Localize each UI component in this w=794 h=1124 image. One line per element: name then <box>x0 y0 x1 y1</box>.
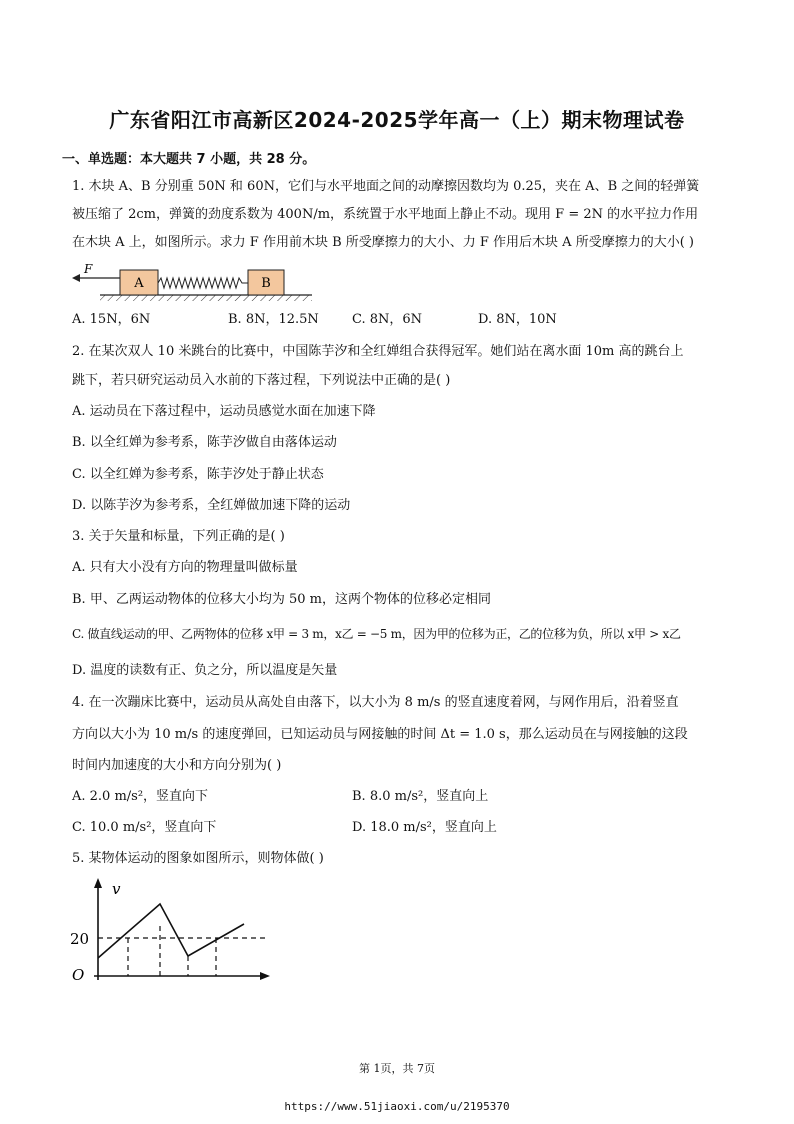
q3-option-a: A. 只有大小没有方向的物理量叫做标量 <box>72 560 298 575</box>
q3-line-1: 3. 关于矢量和标量，下列正确的是( ) <box>72 529 285 544</box>
tick-20-label: 20 <box>70 930 90 948</box>
q2-option-a: A. 运动员在下落过程中，运动员感觉水面在加速下降 <box>72 404 376 419</box>
ground-hatch <box>100 295 312 301</box>
q2-line-1: 2. 在某次双人 10 米跳台的比赛中，中国陈芋汐和全红婵组合获得冠军。她们站在离水面 10m 高的跳台上 <box>72 344 684 359</box>
q1-option-b: B. 8N，12.5N <box>228 312 319 327</box>
q1-option-d: D. 8N，10N <box>478 312 557 327</box>
page-number: 第 1页，共 7页 <box>359 1062 435 1075</box>
q4-line-3: 时间内加速度的大小和方向分别为( ) <box>72 758 282 773</box>
q4-option-c: C. 10.0 m/s²，竖直向下 <box>72 820 217 835</box>
q4-line-1: 4. 在一次蹦床比赛中，运动员从高处自由落下，以大小为 8 m/s 的竖直速度着网，与网作用后，沿着竖直 <box>72 695 679 710</box>
section-heading: 一、单选题：本大题共 7 小题，共 28 分。 <box>62 152 316 167</box>
v-axis-arrowhead <box>94 878 102 888</box>
q1-option-c: C. 8N，6N <box>352 312 423 327</box>
q4-option-d: D. 18.0 m/s²，竖直向上 <box>352 820 497 835</box>
force-arrowhead <box>72 274 80 282</box>
q1-line-3: 在木块 A 上，如图所示。求力 F 作用前木块 B 所受摩擦力的大小、力 F 作用后木块 A 所受摩擦力的大小( ) <box>72 235 694 250</box>
q2-option-c: C. 以全红婵为参考系，陈芋汐处于静止状态 <box>72 467 324 482</box>
page-title: 广东省阳江市高新区2024-2025学年高一（上）期末物理试卷 <box>109 108 685 132</box>
q1-option-a: A. 15N，6N <box>72 312 151 327</box>
q4-option-b: B. 8.0 m/s²，竖直向上 <box>352 789 489 804</box>
origin-label: O <box>72 966 85 984</box>
t-axis-arrowhead <box>260 972 270 980</box>
q3-option-c: C. 做直线运动的甲、乙两物体的位移 x甲 = 3 m，x乙 = −5 m，因为甲的位移为正，乙的位移为负，所以 x甲 > x乙 <box>72 627 681 641</box>
spring <box>158 278 248 288</box>
q1-line-2: 被压缩了 2cm，弹簧的劲度系数为 400N/m，系统置于水平地面上静止不动。现用 F = 2N 的水平拉力作用 <box>72 207 699 222</box>
block-a-label: A <box>134 276 144 291</box>
q5-figure <box>68 876 288 996</box>
v-axis-label: v <box>112 880 121 898</box>
source-url: https://www.51jiaoxi.com/u/2195370 <box>284 1100 510 1113</box>
q2-option-b: B. 以全红婵为参考系，陈芋汐做自由落体运动 <box>72 435 337 450</box>
q1-line-1: 1. 木块 A、B 分别重 50N 和 60N，它们与水平地面之间的动摩擦因数均为 0.25，夹在 A、B 之间的轻弹簧 <box>72 179 700 194</box>
q3-option-b: B. 甲、乙两运动物体的位移大小均为 50 m，这两个物体的位移必定相同 <box>72 592 491 607</box>
q5-line-1: 5. 某物体运动的图象如图所示，则物体做( ) <box>72 851 324 866</box>
q4-option-a: A. 2.0 m/s²，竖直向下 <box>72 789 209 804</box>
force-label: F <box>84 262 93 276</box>
q4-line-2: 方向以大小为 10 m/s 的速度弹回，已知运动员与网接触的时间 Δt = 1.0 s，那么运动员在与网接触的这段 <box>72 727 688 742</box>
q2-line-2: 跳下，若只研究运动员入水前的下落过程，下列说法中正确的是( ) <box>72 373 451 388</box>
q3-option-d: D. 温度的读数有正、负之分，所以温度是矢量 <box>72 663 338 678</box>
q2-option-d: D. 以陈芋汐为参考系，全红婵做加速下降的运动 <box>72 498 351 513</box>
v-t-curve <box>98 904 244 958</box>
q1-figure <box>70 262 320 304</box>
block-b-label: B <box>261 276 271 291</box>
